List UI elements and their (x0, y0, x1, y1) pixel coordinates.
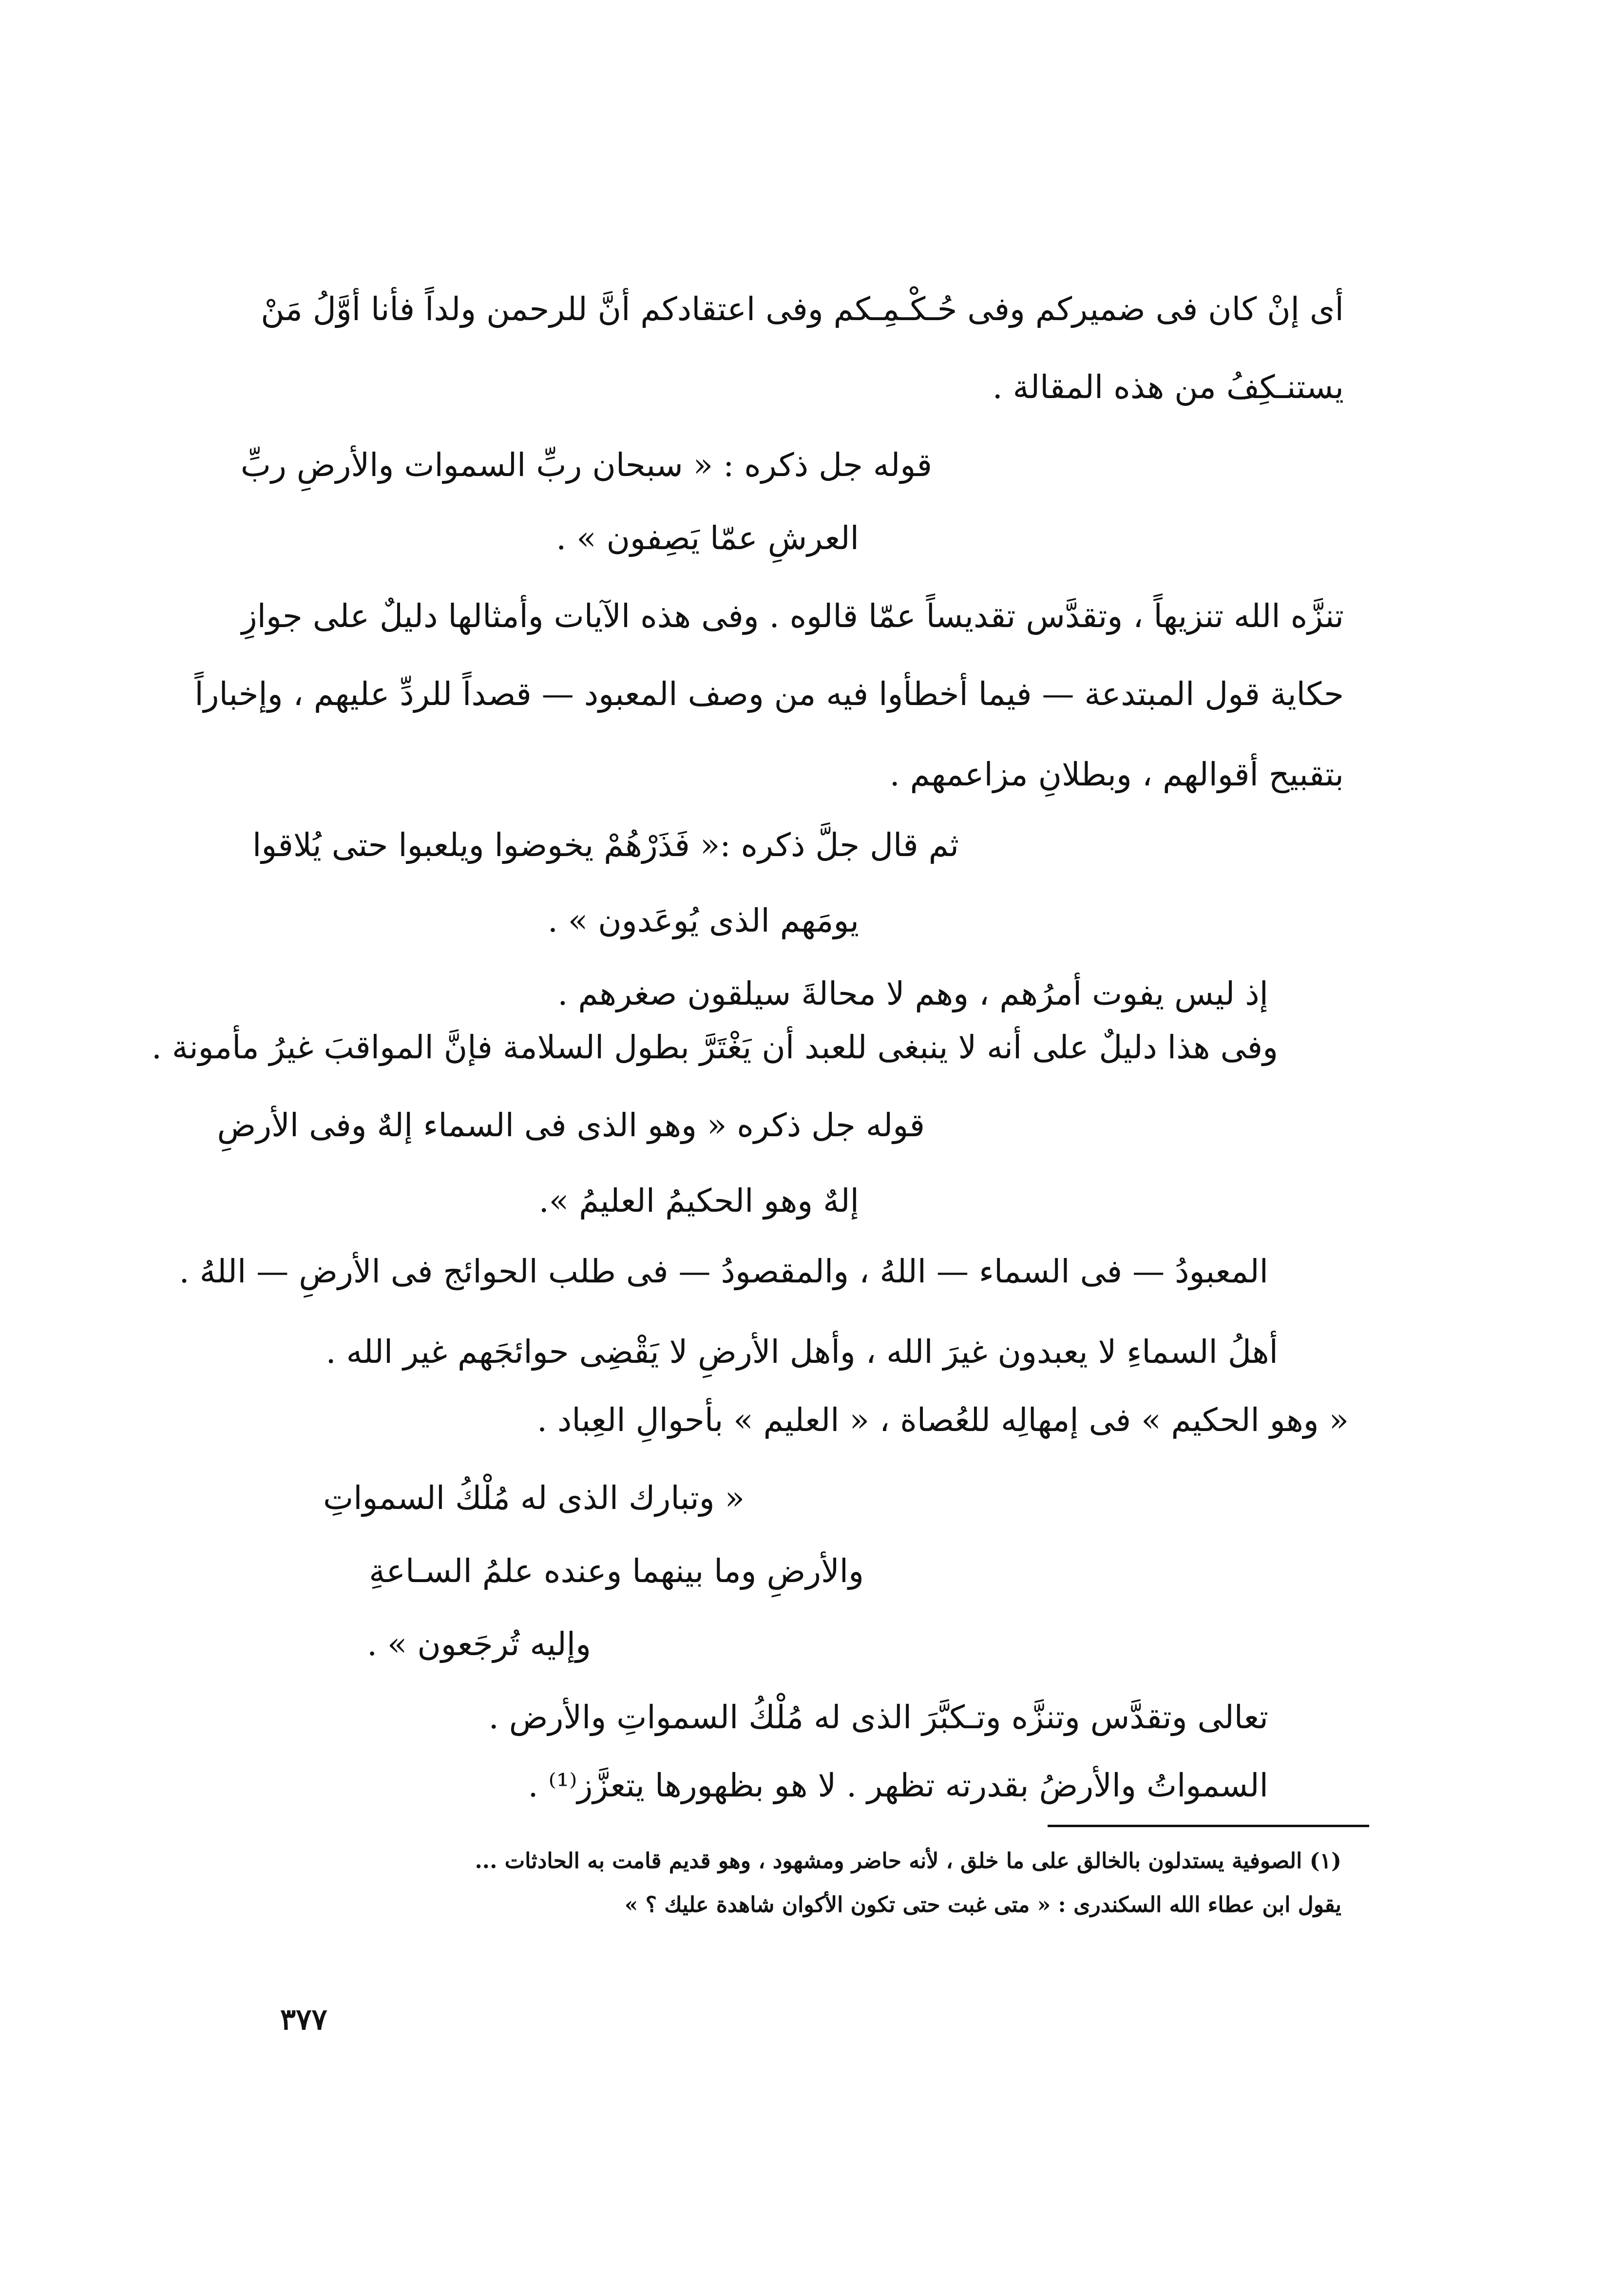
paragraph-8-line-2: السمواتُ والأرضُ بقدرته تظهر . لا هو بظهورها يتعزَّز⁽¹⁾ . (528, 1767, 1268, 1804)
paragraph-8-line-1: تعالى وتقدَّس وتنزَّه وتـكبَّرَ الذى له مُلْكُ السمواتِ والأرض . (488, 1699, 1268, 1736)
footnote-line-2: يقول ابن عطاء الله السكندرى : « متى غبت حتى تكون الأكوان شاهدة عليك ؟ » (624, 1892, 1341, 1917)
paragraph-5-line-1: إذ ليس يفوت أمرُهم ، وهم لا محالةَ سيلقون صغرهم . (557, 975, 1268, 1012)
paragraph-1-line-1: أى إنْ كان فى ضميركم وفى حُـكْـمِـكم وفى اعتقادكم أنَّ للرحمن ولداً فأنا أوَّلُ مَنْ (261, 290, 1344, 328)
quran-heading-1-line-2: العرشِ عمّا يَصِفون » . (556, 519, 859, 557)
quran-heading-2-line-1: ثم قال جلَّ ذكره :« فَذَرْهُمْ يخوضوا ويلعبوا حتى يُلاقوا (252, 826, 959, 864)
quran-heading-1-line-1: قوله جل ذكره : « سبحان ربِّ السموات والأرضِ ربِّ (240, 446, 932, 484)
paragraph-3-line-3: بتقبيح أقوالهم ، وبطلانِ مزاعمهم . (889, 756, 1344, 793)
paragraph-7-line-3: « وهو الحكيم » فى إمهالِه للعُصاة ، « العليم » بأحوالِ العِباد . (537, 1401, 1349, 1439)
paragraph-5-line-2: وفى هذا دليلٌ على أنه لا ينبغى للعبد أن يَغْتَرَّ بطول السلامة فإنَّ المواقبَ غيرُ مأمونة . (151, 1029, 1278, 1066)
paragraph-3-line-1: تنزَّه الله تنزيهاً ، وتقدَّس تقديساً عمّا قالوه . وفى هذه الآيات وأمثالها دليلٌ على جوازِ (241, 597, 1344, 635)
quran-heading-2-line-2: يومَهم الذى يُوعَدون » . (547, 902, 859, 939)
paragraph-3-line-2: حكاية قول المبتدعة — فيما أخطأوا فيه من وصف المعبود — قصداً للردِّ عليهم ، وإخباراً (194, 675, 1344, 713)
quran-heading-3-line-1: قوله جل ذكره « وهو الذى فى السماء إلهٌ وفى الأرضِ (217, 1107, 925, 1144)
paragraph-7-line-1: المعبودُ — فى السماء — اللهُ ، والمقصودُ — فى طلب الحوائج فى الأرضِ — اللهُ . (179, 1253, 1268, 1290)
footnote-line-1: (١) الصوفية يستدلون بالخالق على ما خلق ، لأنه حاضر ومشهود ، وهو قديم قامت به الحادثات ... (475, 1849, 1341, 1873)
quran-heading-4-line-2: والأرضِ وما بينهما وعنده علمُ السـاعةِ (369, 1552, 864, 1590)
page-number: ٣٧٧ (280, 2003, 327, 2037)
footnote-divider (1048, 1825, 1369, 1827)
paragraph-7-line-2: أهلُ السماءِ لا يعبدون غيرَ الله ، وأهل الأرضِ لا يَقْضِى حوائجَهم غير الله . (325, 1333, 1278, 1371)
quran-heading-4-line-3: وإليه تُرجَعون » . (367, 1625, 591, 1663)
quran-heading-4-line-1: « وتبارك الذى له مُلْكُ السمواتِ (323, 1479, 745, 1517)
paragraph-1-line-2: يستنـكِفُ من هذه المقالة . (992, 368, 1344, 406)
quran-heading-3-line-2: إلهٌ وهو الحكيمُ العليمُ ». (538, 1182, 859, 1220)
